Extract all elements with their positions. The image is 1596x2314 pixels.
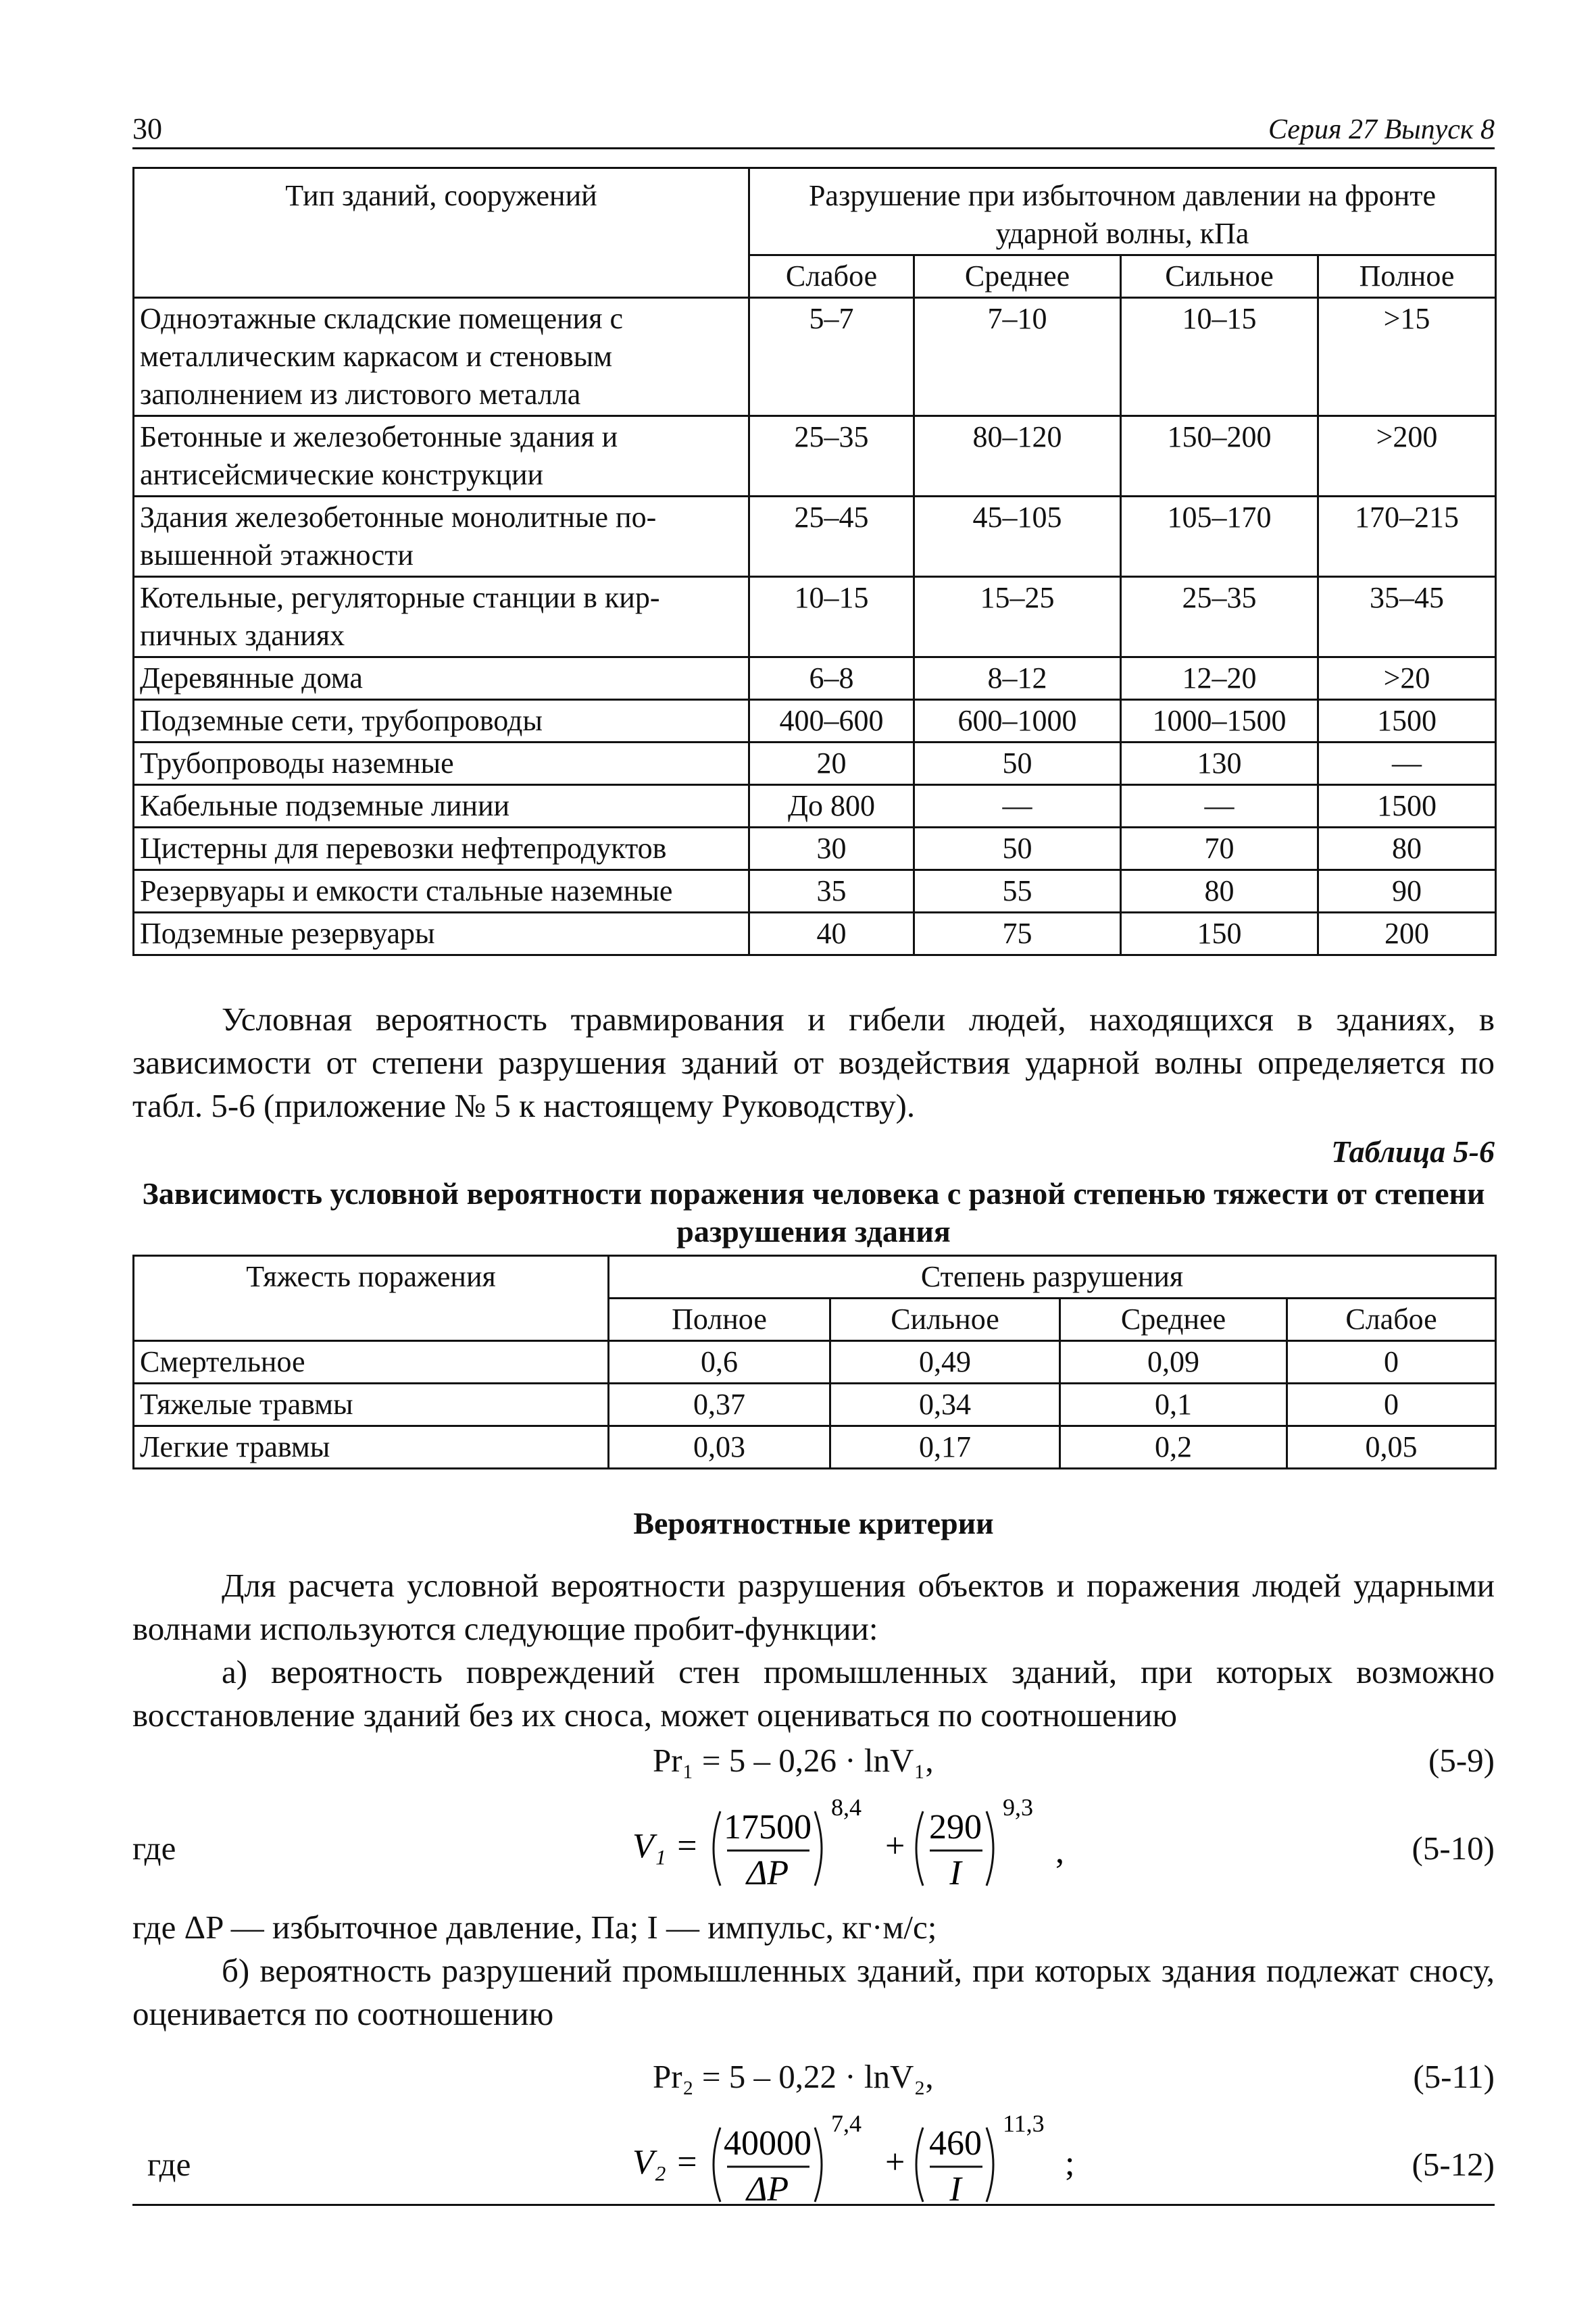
- value-cell: 600–1000: [914, 700, 1121, 743]
- value-cell: >15: [1318, 298, 1496, 416]
- formula-exponent-2: 9,3: [1003, 1794, 1033, 1821]
- col-header-destruction: Разрушение при избыточном давлении на фронте ударной волны, кПа: [749, 168, 1496, 255]
- value-cell: 170–215: [1318, 497, 1496, 577]
- table-row: [134, 700, 1496, 743]
- value-cell: 25–35: [749, 416, 914, 497]
- table-row: [134, 913, 1496, 955]
- value-cell: 0,05: [1287, 1426, 1496, 1469]
- col-header-degree: Степень разрушения: [609, 1256, 1496, 1299]
- value-cell: 105–170: [1121, 497, 1318, 577]
- section-heading: Вероятностные критерии: [633, 1506, 994, 1540]
- value-cell: 6–8: [749, 657, 914, 700]
- table-row: [134, 870, 1496, 913]
- formula-5-10: [132, 1791, 1495, 1906]
- value-cell: 8–12: [914, 657, 1121, 700]
- formula-5-9: [132, 1737, 1495, 1791]
- value-cell: 1500: [1318, 700, 1496, 743]
- formula-denominator-1: ΔP: [746, 2170, 789, 2209]
- row-label: Кабельные подземные линии: [134, 785, 749, 828]
- value-cell: 150: [1121, 913, 1318, 955]
- value-cell: 25–35: [1121, 577, 1318, 657]
- table-row: [134, 497, 1496, 577]
- formula-exponent-2: 11,3: [1003, 2110, 1045, 2137]
- formula-expression: Pr₂ = 5 – 0,22 · lnV₂,: [653, 2058, 934, 2095]
- sub-header-cell: Сильное: [830, 1299, 1060, 1341]
- injury-probability-table: [132, 1255, 1497, 1469]
- table-row: [134, 743, 1496, 785]
- row-label: Смертельное: [134, 1341, 609, 1384]
- row-label: Бетонные и железобетонные здания и антисейсмические конструкции: [134, 416, 749, 497]
- value-cell: —: [1318, 743, 1496, 785]
- formula-denominator-2: I: [949, 2170, 962, 2209]
- table-caption: Таблица 5-6: [1331, 1134, 1495, 1169]
- svg-text:+: +: [885, 2143, 905, 2182]
- row-label: Трубопроводы наземные: [134, 743, 749, 785]
- page-number: 30: [132, 112, 162, 145]
- value-cell: 0,09: [1060, 1341, 1287, 1384]
- value-cell: 25–45: [749, 497, 914, 577]
- formula-numerator-1: 40000: [724, 2124, 812, 2163]
- col-header-building-type: Тип зданий, сооружений: [134, 168, 749, 298]
- value-cell: 0,6: [609, 1341, 830, 1384]
- sub-header-cell: Слабое: [1287, 1299, 1496, 1341]
- formula-denominator-1: ΔP: [746, 1854, 789, 1892]
- value-cell: 50: [914, 743, 1121, 785]
- value-cell: 45–105: [914, 497, 1121, 577]
- value-cell: 0,2: [1060, 1426, 1287, 1469]
- formula-5-11: [132, 2053, 1495, 2107]
- value-cell: 35: [749, 870, 914, 913]
- value-cell: 10–15: [1121, 298, 1318, 416]
- row-label: Подземные сети, трубопроводы: [134, 700, 749, 743]
- value-cell: 0,03: [609, 1426, 830, 1469]
- value-cell: До 800: [749, 785, 914, 828]
- value-cell: 1000–1500: [1121, 700, 1318, 743]
- row-label: Тяжелые травмы: [134, 1384, 609, 1426]
- paragraph-wall-damage: а) вероятность повреждений стен промышленных зданий, при которых возможно восстановление зданий без их сноса, может оцениваться по соотношению: [132, 1653, 1495, 1734]
- formula-numerator-2: 460: [929, 2124, 982, 2163]
- row-label: Деревянные дома: [134, 657, 749, 700]
- table-row: [134, 1426, 1496, 1469]
- sub-header-cell: Полное: [1318, 255, 1496, 298]
- formula-lhs: V₂ =: [632, 2143, 699, 2182]
- value-cell: 0,1: [1060, 1384, 1287, 1426]
- table-row: [134, 1341, 1496, 1384]
- formula-numerator-2: 290: [929, 1808, 982, 1846]
- table-row: [134, 785, 1496, 828]
- paragraph-destruction: б) вероятность разрушений промышленных зданий, при которых здания подлежат сносу, оценивается по соотношению: [132, 1952, 1495, 2032]
- value-cell: 0,49: [830, 1341, 1060, 1384]
- value-cell: 130: [1121, 743, 1318, 785]
- value-cell: 7–10: [914, 298, 1121, 416]
- table-row: [134, 657, 1496, 700]
- formula-tail: ,: [1055, 1832, 1064, 1871]
- formula-tail: ;: [1065, 2144, 1075, 2183]
- value-cell: 0: [1287, 1384, 1496, 1426]
- formula-where-label: где: [132, 1830, 176, 1867]
- value-cell: >20: [1318, 657, 1496, 700]
- row-label: Цистерны для перевозки нефтепродуктов: [134, 828, 749, 870]
- row-label: Здания железобетонные монолитные повышенной этажности: [134, 497, 749, 577]
- sub-header-cell: Слабое: [749, 255, 914, 298]
- series-title: Серия 27 Выпуск 8: [1268, 114, 1495, 145]
- sub-header-cell: Среднее: [914, 255, 1121, 298]
- value-cell: 70: [1121, 828, 1318, 870]
- row-label: Легкие травмы: [134, 1426, 609, 1469]
- sub-header-cell: Сильное: [1121, 255, 1318, 298]
- value-cell: 0,34: [830, 1384, 1060, 1426]
- value-cell: 5–7: [749, 298, 914, 416]
- footer-rule: [132, 2204, 1495, 2206]
- formula-numerator-1: 17500: [724, 1808, 812, 1846]
- value-cell: 15–25: [914, 577, 1121, 657]
- paragraph-probit-intro: Для расчета условной вероятности разрушения объектов и поражения людей ударными волнами используются следующие пробит-функции:: [132, 1567, 1495, 1647]
- formula-number: (5-11): [1413, 2058, 1495, 2095]
- table-title: Зависимость условной вероятности поражения человека с разной степенью тяжести от степени разрушения здания: [142, 1176, 1485, 1249]
- sub-header-cell: Среднее: [1060, 1299, 1287, 1341]
- formula-number: (5-10): [1412, 1830, 1495, 1867]
- formula-exponent-1: 7,4: [831, 2110, 862, 2137]
- paragraph-variables: где ΔP — избыточное давление, Па; I — импульс, кг·м/с;: [132, 1909, 937, 1946]
- running-header: [132, 95, 1495, 149]
- value-cell: 0,37: [609, 1384, 830, 1426]
- value-cell: 0,17: [830, 1426, 1060, 1469]
- formula-fraction-graphic: [632, 1791, 1119, 1906]
- table-row: [134, 416, 1496, 497]
- paragraph-injury-probability: Условная вероятность травмирования и гибели людей, находящихся в зданиях, в зависимости от степени разрушения зданий от воздействия ударной волны определяется по табл. 5-6 (приложение № 5 к настоящему Руководству).: [132, 1001, 1495, 1124]
- destruction-pressure-table: [132, 167, 1497, 956]
- value-cell: >200: [1318, 416, 1496, 497]
- value-cell: 35–45: [1318, 577, 1496, 657]
- formula-lhs: V₁ =: [632, 1827, 699, 1865]
- value-cell: 80–120: [914, 416, 1121, 497]
- value-cell: 200: [1318, 913, 1496, 955]
- value-cell: 400–600: [749, 700, 914, 743]
- col-header-severity: Тяжесть поражения: [134, 1256, 609, 1341]
- row-label: Котельные, регуляторные станции в кирпичных зданиях: [134, 577, 749, 657]
- value-cell: 0: [1287, 1341, 1496, 1384]
- formula-denominator-2: I: [949, 1854, 962, 1892]
- row-label: Подземные резервуары: [134, 913, 749, 955]
- row-label: Одноэтажные складские помещения с металлическим каркасом и стеновым заполнением из листового металла: [134, 298, 749, 416]
- row-label: Резервуары и емкости стальные наземные: [134, 870, 749, 913]
- value-cell: 30: [749, 828, 914, 870]
- value-cell: 55: [914, 870, 1121, 913]
- value-cell: 10–15: [749, 577, 914, 657]
- value-cell: 12–20: [1121, 657, 1318, 700]
- formula-number: (5-12): [1412, 2146, 1495, 2183]
- table-row: [134, 577, 1496, 657]
- value-cell: 80: [1318, 828, 1496, 870]
- table-row: [134, 1384, 1496, 1426]
- formula-number: (5-9): [1428, 1742, 1495, 1779]
- value-cell: 20: [749, 743, 914, 785]
- formula-expression: Pr₁ = 5 – 0,26 · lnV₁,: [653, 1742, 934, 1779]
- value-cell: 50: [914, 828, 1121, 870]
- formula-exponent-1: 8,4: [831, 1794, 862, 1821]
- document-page: [132, 95, 1495, 2222]
- value-cell: —: [1121, 785, 1318, 828]
- value-cell: 80: [1121, 870, 1318, 913]
- value-cell: 40: [749, 913, 914, 955]
- sub-header-cell: Полное: [609, 1299, 830, 1341]
- value-cell: 150–200: [1121, 416, 1318, 497]
- value-cell: 75: [914, 913, 1121, 955]
- formula-where-label: где: [147, 2146, 191, 2183]
- value-cell: —: [914, 785, 1121, 828]
- svg-text:+: +: [885, 1827, 905, 1865]
- table-row: [134, 298, 1496, 416]
- value-cell: 90: [1318, 870, 1496, 913]
- table-row: [134, 828, 1496, 870]
- value-cell: 1500: [1318, 785, 1496, 828]
